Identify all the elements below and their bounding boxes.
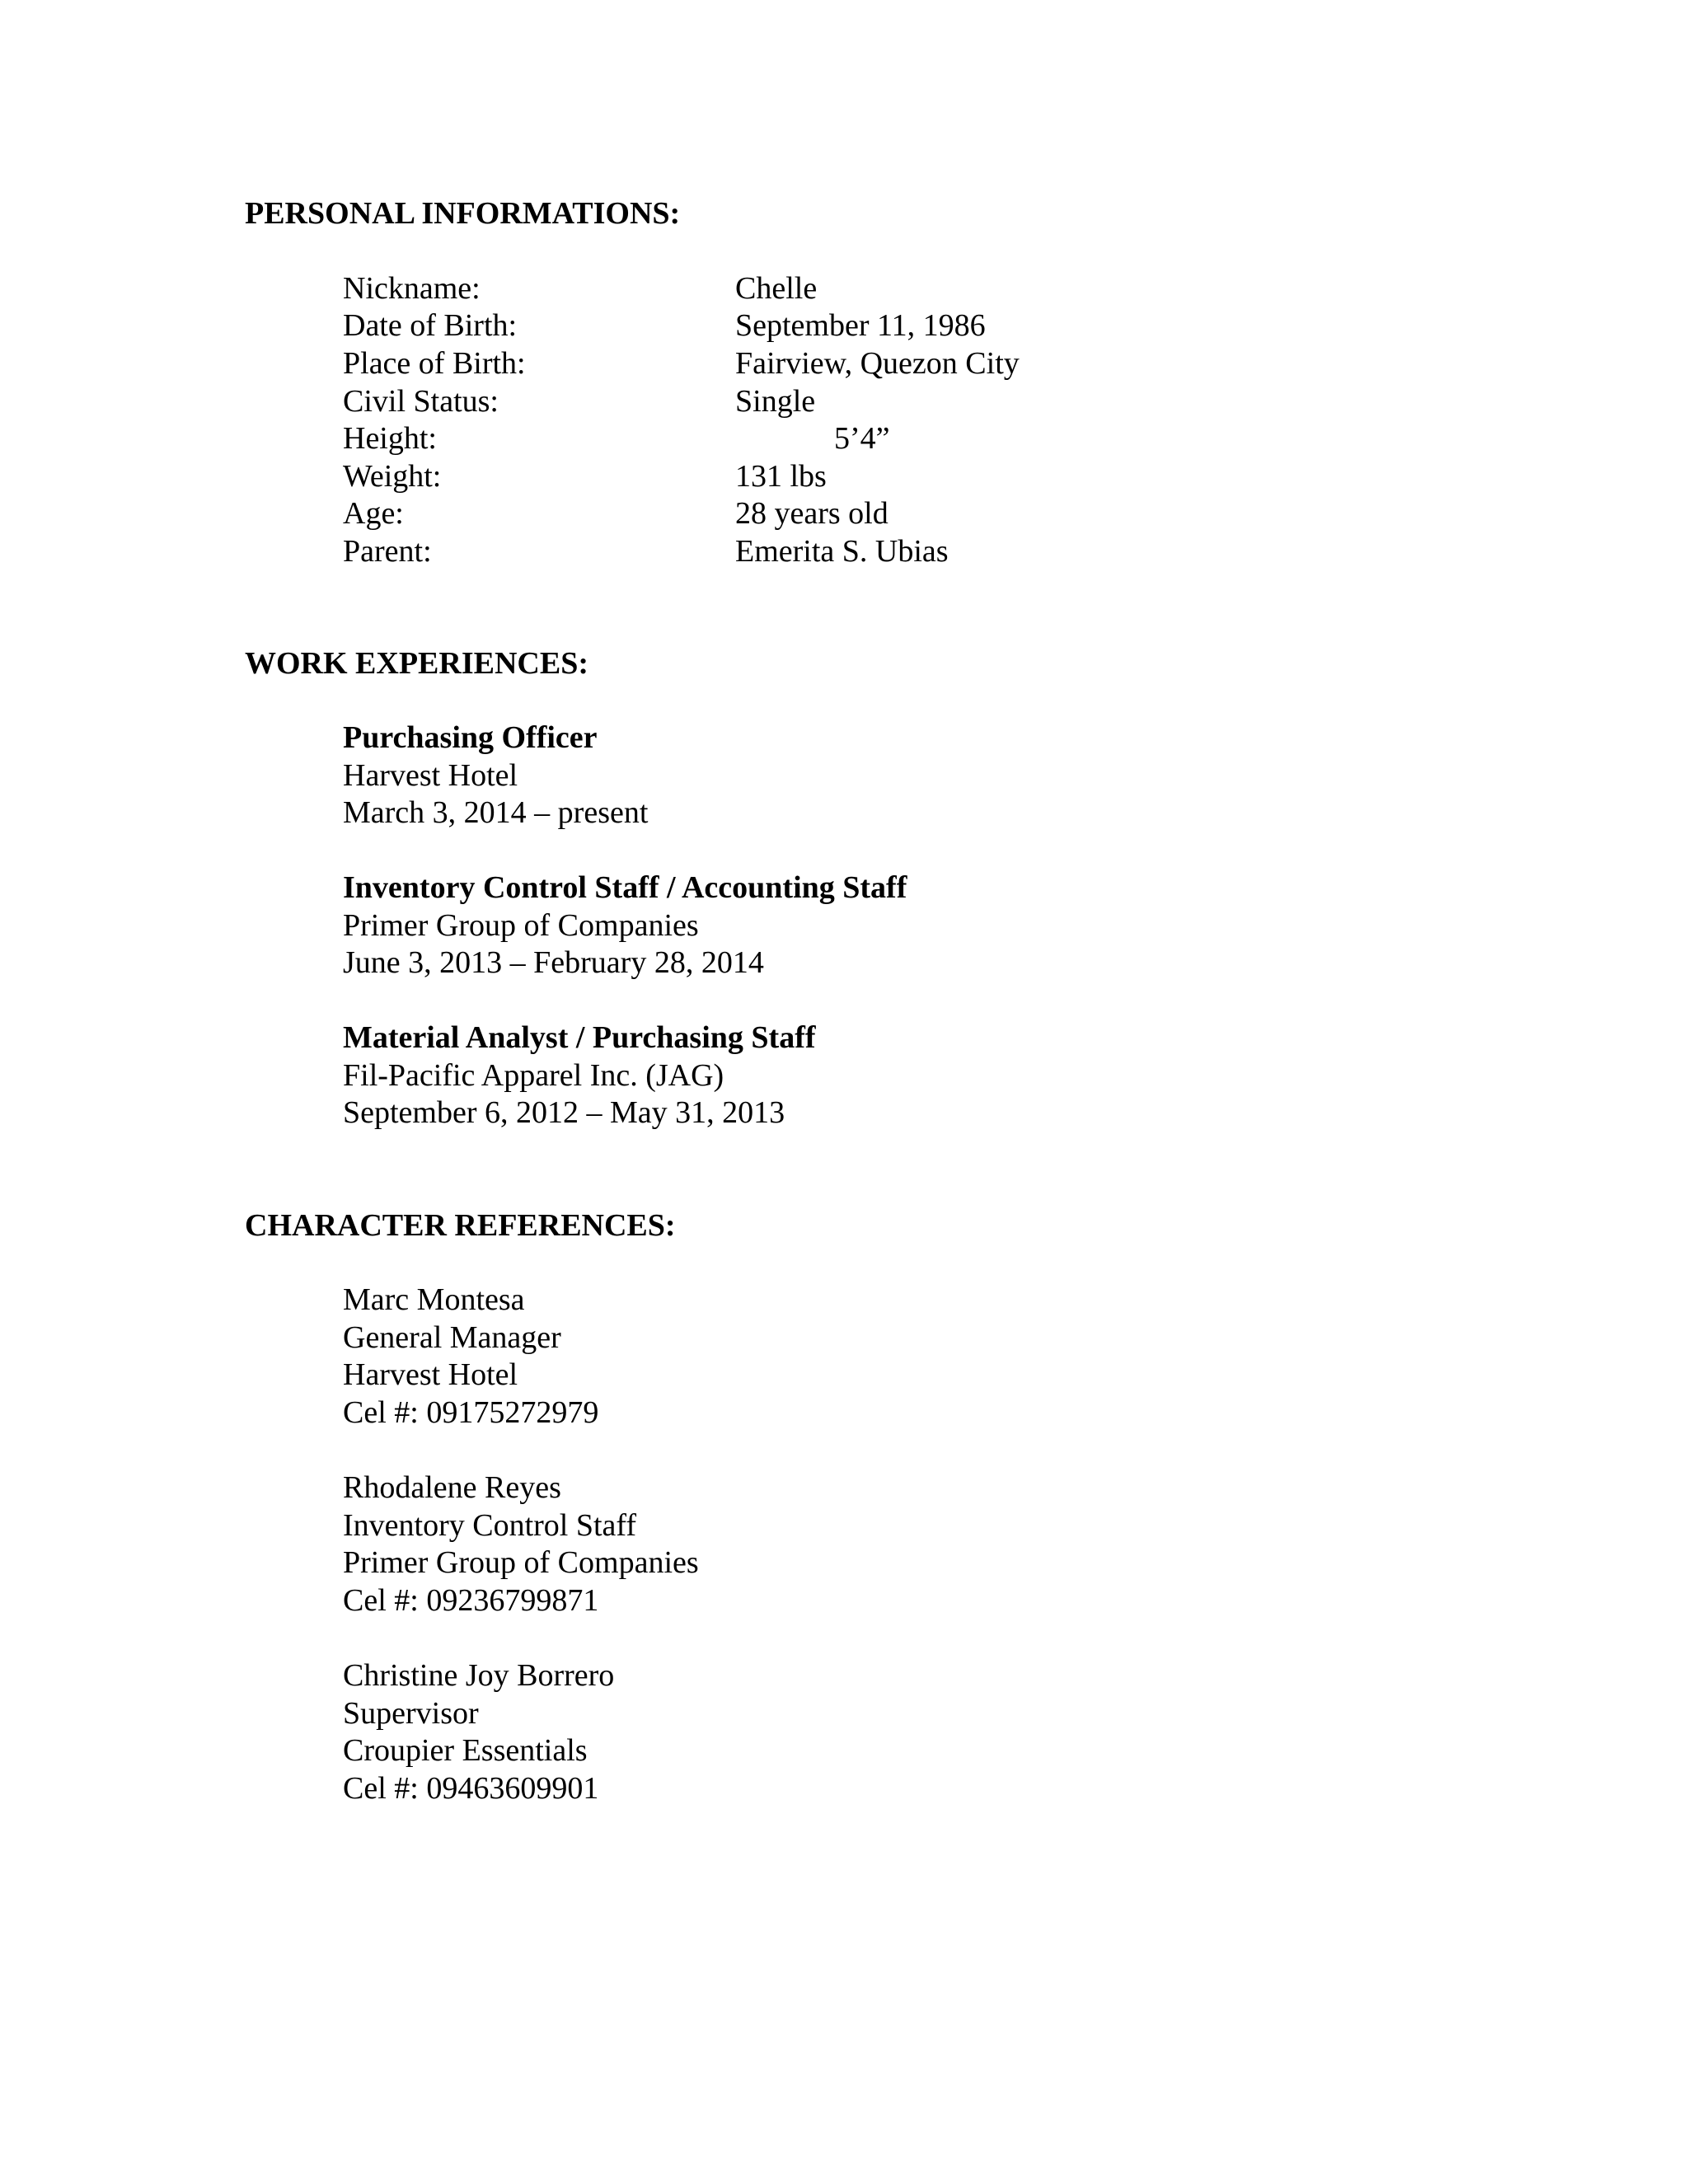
work-entry <box>343 869 907 982</box>
info-label: Date of Birth: <box>343 308 518 344</box>
job-title: Material Analyst / Purchasing Staff <box>343 1020 816 1055</box>
job-company: Fil-Pacific Apparel Inc. (JAG) <box>343 1057 724 1093</box>
character-references-heading: CHARACTER REFERENCES: <box>245 1208 676 1243</box>
info-value: Emerita S. Ubias <box>735 533 949 569</box>
reference-company: Primer Group of Companies <box>343 1545 699 1581</box>
info-row-weight <box>343 457 1250 495</box>
info-row-nickname <box>343 269 1250 307</box>
work-entry <box>343 1019 816 1132</box>
info-label: Weight: <box>343 458 442 494</box>
job-title: Purchasing Officer <box>343 720 598 755</box>
info-label: Age: <box>343 496 404 532</box>
job-company: Harvest Hotel <box>343 757 518 793</box>
info-label: Nickname: <box>343 270 481 306</box>
job-period: June 3, 2013 – February 28, 2014 <box>343 945 764 981</box>
reference-name: Rhodalene Reyes <box>343 1470 561 1505</box>
info-value: September 11, 1986 <box>735 308 986 344</box>
reference-position: Inventory Control Staff <box>343 1507 637 1543</box>
info-label: Place of Birth: <box>343 345 526 381</box>
reference-contact: Cel #: 09463609901 <box>343 1770 599 1806</box>
reference-position: General Manager <box>343 1319 561 1355</box>
reference-contact: Cel #: 09175272979 <box>343 1394 599 1430</box>
work-experience-heading: WORK EXPERIENCES: <box>245 646 588 681</box>
job-period: March 3, 2014 – present <box>343 795 649 831</box>
info-label: Parent: <box>343 533 432 569</box>
personal-info-heading: PERSONAL INFORMATIONS: <box>245 196 681 231</box>
info-value: Fairview, Quezon City <box>735 345 1020 381</box>
reference-contact: Cel #: 09236799871 <box>343 1582 599 1618</box>
reference-company: Croupier Essentials <box>343 1733 588 1769</box>
info-value: 28 years old <box>735 496 889 532</box>
reference-name: Christine Joy Borrero <box>343 1658 615 1693</box>
reference-name: Marc Montesa <box>343 1282 525 1317</box>
job-company: Primer Group of Companies <box>343 907 699 943</box>
info-value: Single <box>735 383 816 419</box>
info-value: 131 lbs <box>735 458 827 494</box>
reference-entry <box>343 1282 598 1432</box>
info-row-date-of-birth <box>343 307 1250 345</box>
info-row-height <box>343 419 1250 457</box>
info-value: 5’4” <box>834 421 890 457</box>
job-period: September 6, 2012 – May 31, 2013 <box>343 1095 785 1131</box>
info-row-parent <box>343 532 1250 570</box>
info-row-civil-status <box>343 382 1250 420</box>
job-title: Inventory Control Staff / Accounting Staff <box>343 870 907 905</box>
reference-company: Harvest Hotel <box>343 1357 518 1393</box>
info-label: Height: <box>343 421 437 457</box>
personal-info-table <box>343 269 1250 570</box>
reference-entry <box>343 1657 614 1807</box>
info-value: Chelle <box>735 270 818 306</box>
reference-position: Supervisor <box>343 1695 479 1731</box>
info-row-age <box>343 495 1250 533</box>
reference-entry <box>343 1469 699 1619</box>
info-label: Civil Status: <box>343 383 499 419</box>
work-entry <box>343 719 648 832</box>
info-row-place-of-birth <box>343 344 1250 382</box>
